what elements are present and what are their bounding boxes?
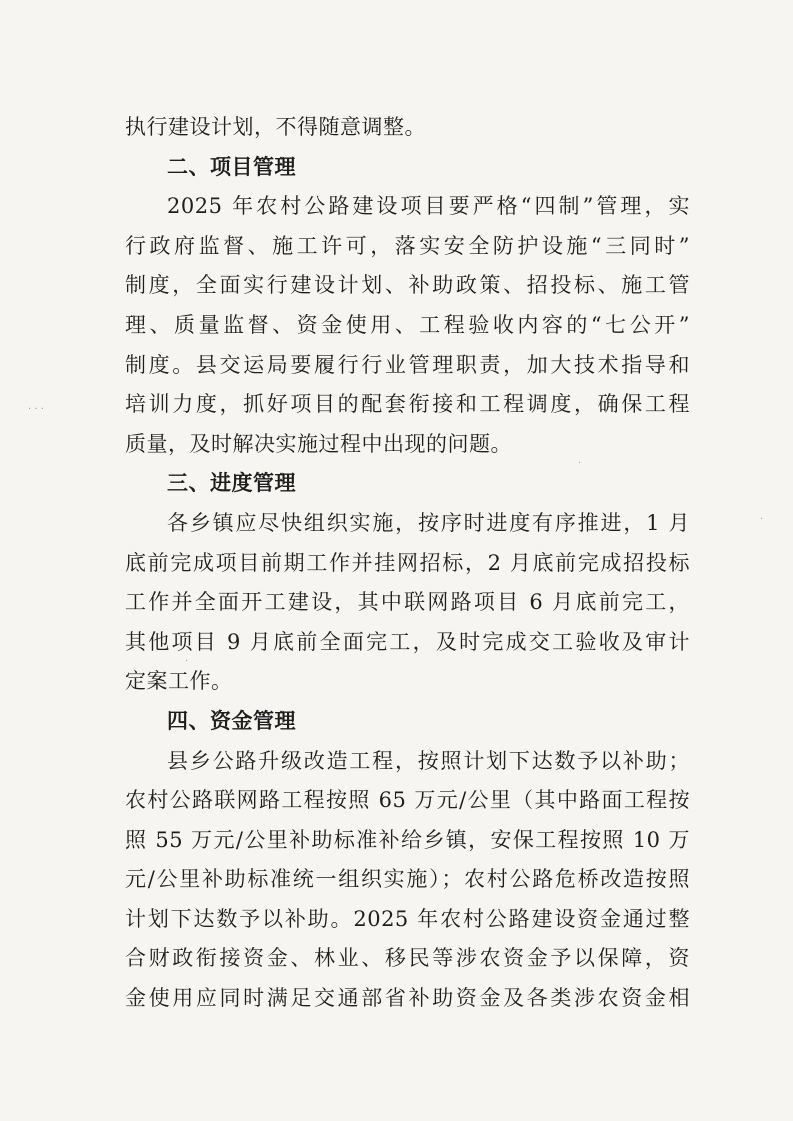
scan-speck: ·: [760, 514, 764, 525]
paragraph-line: 县乡公路升级改造工程，按照计划下达数予以补助；: [167, 748, 690, 773]
paragraph-line: 工作并全面开工建设，其中联网路项目 6 月底前完工，: [125, 590, 690, 615]
paragraph-line: 制度。县交运局要履行行业管理职责，加大技术指导和: [125, 352, 690, 377]
paragraph-line: 计划下达数予以补助。2025 年农村公路建设资金通过整: [125, 906, 690, 931]
scan-speck: ·: [185, 656, 189, 667]
paragraph-line: 理、质量监督、资金使用、工程验收内容的“七公开”: [125, 312, 690, 337]
scan-speck: ·: [578, 458, 582, 469]
paragraph-line: 质量，及时解决实施过程中出现的问题。: [125, 431, 512, 456]
document-body: [125, 108, 690, 1019]
paragraph-line: 各乡镇应尽快组织实施，按序时进度有序推进，1 月: [167, 510, 690, 535]
section-heading: 二、项目管理: [167, 154, 296, 179]
paragraph-line: 制度，全面实行建设计划、补助政策、招投标、施工管: [125, 273, 690, 298]
paragraph-line: 定案工作。: [125, 669, 233, 694]
paragraph-line: 行政府监督、施工许可，落实安全防护设施“三同时”: [125, 233, 690, 258]
paragraph-line: 底前完成项目前期工作并挂网招标，2 月底前完成招投标: [125, 550, 690, 575]
paragraph-line: 培训力度，抓好项目的配套衔接和工程调度，确保工程: [125, 392, 690, 417]
scan-speck: · · ·: [28, 404, 44, 415]
paragraph-line: 照 55 万元/公里补助标准补给乡镇，安保工程按照 10 万: [125, 827, 690, 852]
paragraph-line: 其他项目 9 月底前全面完工，及时完成交工验收及审计: [125, 629, 690, 654]
paragraph-line: 金使用应同时满足交通部省补助资金及各类涉农资金相: [125, 986, 690, 1011]
paragraph-line: 2025 年农村公路建设项目要严格“四制”管理，实: [167, 194, 690, 219]
paragraph-line: 执行建设计划，不得随意调整。: [125, 115, 426, 139]
section-heading: 三、进度管理: [167, 471, 296, 496]
paragraph-line: 合财政衔接资金、林业、移民等涉农资金予以保障，资: [125, 946, 690, 971]
paragraph-line: 元/公里补助标准统一组织实施）；农村公路危桥改造按照: [125, 867, 690, 892]
paragraph-line: 农村公路联网路工程按照 65 万元/公里（其中路面工程按: [125, 788, 690, 813]
section-heading: 四、资金管理: [167, 708, 296, 733]
